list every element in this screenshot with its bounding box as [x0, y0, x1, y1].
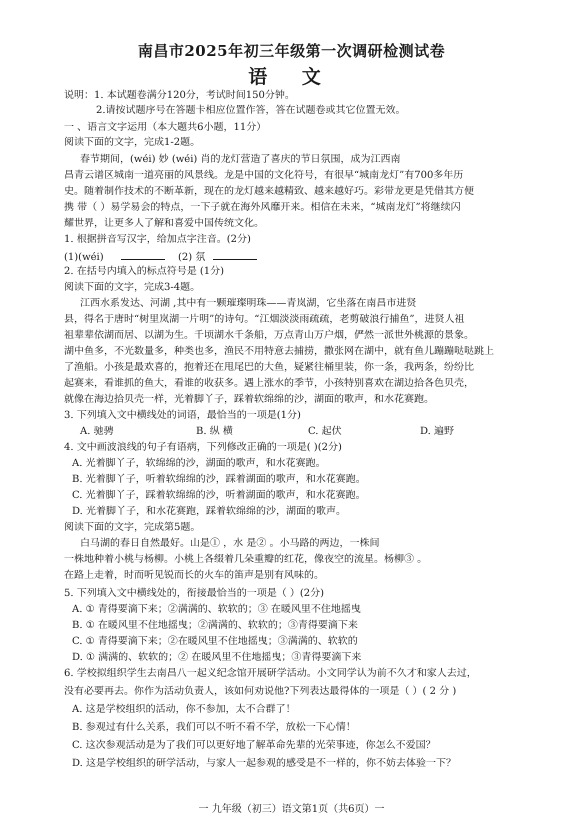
- passage2-line: 祖辈辈依湖而居、以湖为生。千顷湖水千条船，万点青山万户烟，俨然一派世外桃源的景象。: [64, 330, 474, 341]
- reading-prompt-1: 阅读下面的文字，完成1-2题。: [64, 137, 201, 148]
- q6-option-c[interactable]: C. 这次参观活动是为了我们可以更好地了解革命先辈的光荣事迹，你怎么不爱国？: [72, 740, 436, 751]
- passage1-line: 昌青云谱区城南一道亮丽的风景线。龙是中国的文化符号，有很早“城南龙灯”有700多年历: [64, 170, 464, 181]
- exam-subject: 语 文: [248, 66, 335, 88]
- q3-option-d[interactable]: D. 遍野: [420, 426, 455, 437]
- question-6: 6. 学校拟组织学生去南昌八一起义纪念馆开展研学活动。小文同学认为前不久才和家人去过，: [64, 668, 477, 679]
- passage1-line: 史。随着制作技术的不断革新，现在的龙灯越来越精致、越来越好巧。彩带龙更是凭借其方便: [64, 186, 474, 197]
- passage2-line: 江西水系发达、河湖 ,其中有一颗璀璨明珠——青岚湖，它坐落在南昌市进贤: [80, 298, 417, 309]
- q1a-blank[interactable]: [121, 250, 165, 260]
- instruction-line-1: 说明：1. 本试题卷满分120分，考试时间150分钟。: [64, 90, 295, 101]
- question-1-part-b: [178, 250, 257, 264]
- passage2-line: 了渔船。小孩是最欢喜的，抱着还在甩尾巴的大鱼，疑紧往桶里装，你一条，我两条，纷纷比: [64, 362, 474, 373]
- question-1-part-a: [64, 250, 165, 264]
- q5-option-c[interactable]: C. ① 青得要滴下来；②在暖风里不住地摇曳；③满满的、软软的: [72, 636, 358, 647]
- q5-option-b[interactable]: B. ① 在暖风里不住地摇曳；②满满的、软软的；③青得要滴下来: [72, 620, 358, 631]
- q3-option-c[interactable]: C. 起伏: [308, 426, 342, 437]
- passage2-line: 湖中鱼多，不光数量多，种类也多，渔民不用特意去捕捞，撒张网在湖中，就有鱼儿蹦蹦哒哒跳上: [64, 346, 494, 357]
- reading-prompt-2: 阅读下面的文字，完成3-4题。: [64, 282, 201, 293]
- passage1-line: 耀世界，让更多人了解和喜爱中国传统文化。: [64, 218, 264, 229]
- q3-option-b[interactable]: B. 纵 横: [196, 426, 233, 437]
- section-heading: 一 、语言文字运用（本大题共6小题，11分）: [64, 122, 267, 133]
- passage2-line: 起赛来，看谁抓的鱼大，看谁的收获多。遇上涨水的季节，小孩特别喜欢在湖边拾各色贝壳，: [64, 378, 474, 389]
- q6-option-d[interactable]: D. 这是学校组织的研学活动，与家人一起参观的感受是不一样的，你不妨去体验一下？: [72, 758, 457, 769]
- q4-option-a[interactable]: A. 光着脚丫子，软绵绵的沙，湖面的歌声，和水花赛跑。: [72, 458, 326, 469]
- q6-option-b[interactable]: B. 参观过有什么关系，我们可以不听不看不学，放松一下心情！: [72, 722, 356, 733]
- exam-title: 南昌市2025年初三年级第一次调研检测试卷: [137, 42, 446, 60]
- q4-option-d[interactable]: D. 光着脚丫子，和水花赛跑，踩着软绵绵的沙，湖面的歌声。: [72, 506, 347, 517]
- question-3: 3. 下列填入文中横线处的词语，最恰当的一项是(1分): [64, 410, 301, 421]
- passage1-line: 春节期间，(wéi) 妙 (wéi) 肖的龙灯营造了喜庆的节日氛围，成为江西南: [80, 154, 401, 165]
- passage2-line: 就像在海边拾贝壳一样，光着脚丫子，踩着软绵绵的沙，湖面的歌声，和水花赛跑。: [64, 394, 434, 405]
- passage3-line: 一株地种着小桃与杨柳。小桃上各缀着几朵重瓣的红花，像夜空的流星。杨柳③ 。: [64, 554, 428, 565]
- q1a-label: (1)(wéi): [64, 252, 104, 263]
- question-5: 5. 下列填入文中横线处的，衔接最恰当的一项是（ ）(2分): [64, 588, 325, 599]
- q1b-blank[interactable]: [213, 250, 257, 260]
- q4-option-b[interactable]: B. 光着脚丫子，听着软绵绵的沙，踩着湖面的歌声，和水花赛跑。: [72, 474, 366, 485]
- passage3-line: 白马湖的春日自然最好。山是① ，水 是② 。小马路的两边，一株间: [80, 538, 380, 549]
- question-6-cont: 没有必要再去。你作为活动负责人，该如何劝说他?下列表达最得体的一项是（ ）( 2 分 ): [64, 686, 457, 697]
- instruction-line-2: 2.请按试题序号在答题卡相应位置作答，答在试题卷或其它位置无效。: [96, 105, 406, 116]
- q3-option-a[interactable]: A. 驰骋: [80, 426, 114, 437]
- q5-option-d[interactable]: D. ① 满满的、软软的；② 在暖风里不住地摇曳；③青得要滴下来: [72, 652, 362, 663]
- q5-option-a[interactable]: A. ① 青得要滴下来；②满满的、软软的；③ 在暖风里不住地摇曳: [72, 604, 361, 615]
- q4-option-c[interactable]: C. 光着脚丫子，踩着软绵绵的沙，听着湖面的歌声，和水花赛跑。: [72, 490, 366, 501]
- passage2-line: 县，得名于唐时“树里岚湖一片明”的诗句。“江烟淡淡雨疏疏，老剪破浪行捕鱼”，进贤人祖: [64, 314, 465, 325]
- question-2: 2. 在括号内填入的标点符号是 (1分): [64, 266, 225, 277]
- passage1-line: 携 带（ ）易学易会的特点，一下子就在海外风靡开来。相信在未来，“城南龙灯”将继续闪: [64, 202, 461, 213]
- page-footer: 一 九年级（初三）语文第1页（共6页）一: [198, 804, 385, 815]
- reading-prompt-3: 阅读下面的文字，完成第5题。: [64, 522, 201, 533]
- q6-option-a[interactable]: A. 这是学校组织的活动，你不参加，太不合群了！: [72, 704, 296, 715]
- question-4: 4. 文中画波浪线的句子有语病，下列修改正确的一项是( )(2分): [64, 442, 342, 453]
- passage3-line: 在路上走着，时而听见锐而长的火车的笛声是别有风味的。: [64, 570, 324, 581]
- q1b-label: (2) 氛: [178, 252, 206, 263]
- question-1: 1. 根据拼音写汉字，给加点字注音。(2分): [64, 234, 251, 245]
